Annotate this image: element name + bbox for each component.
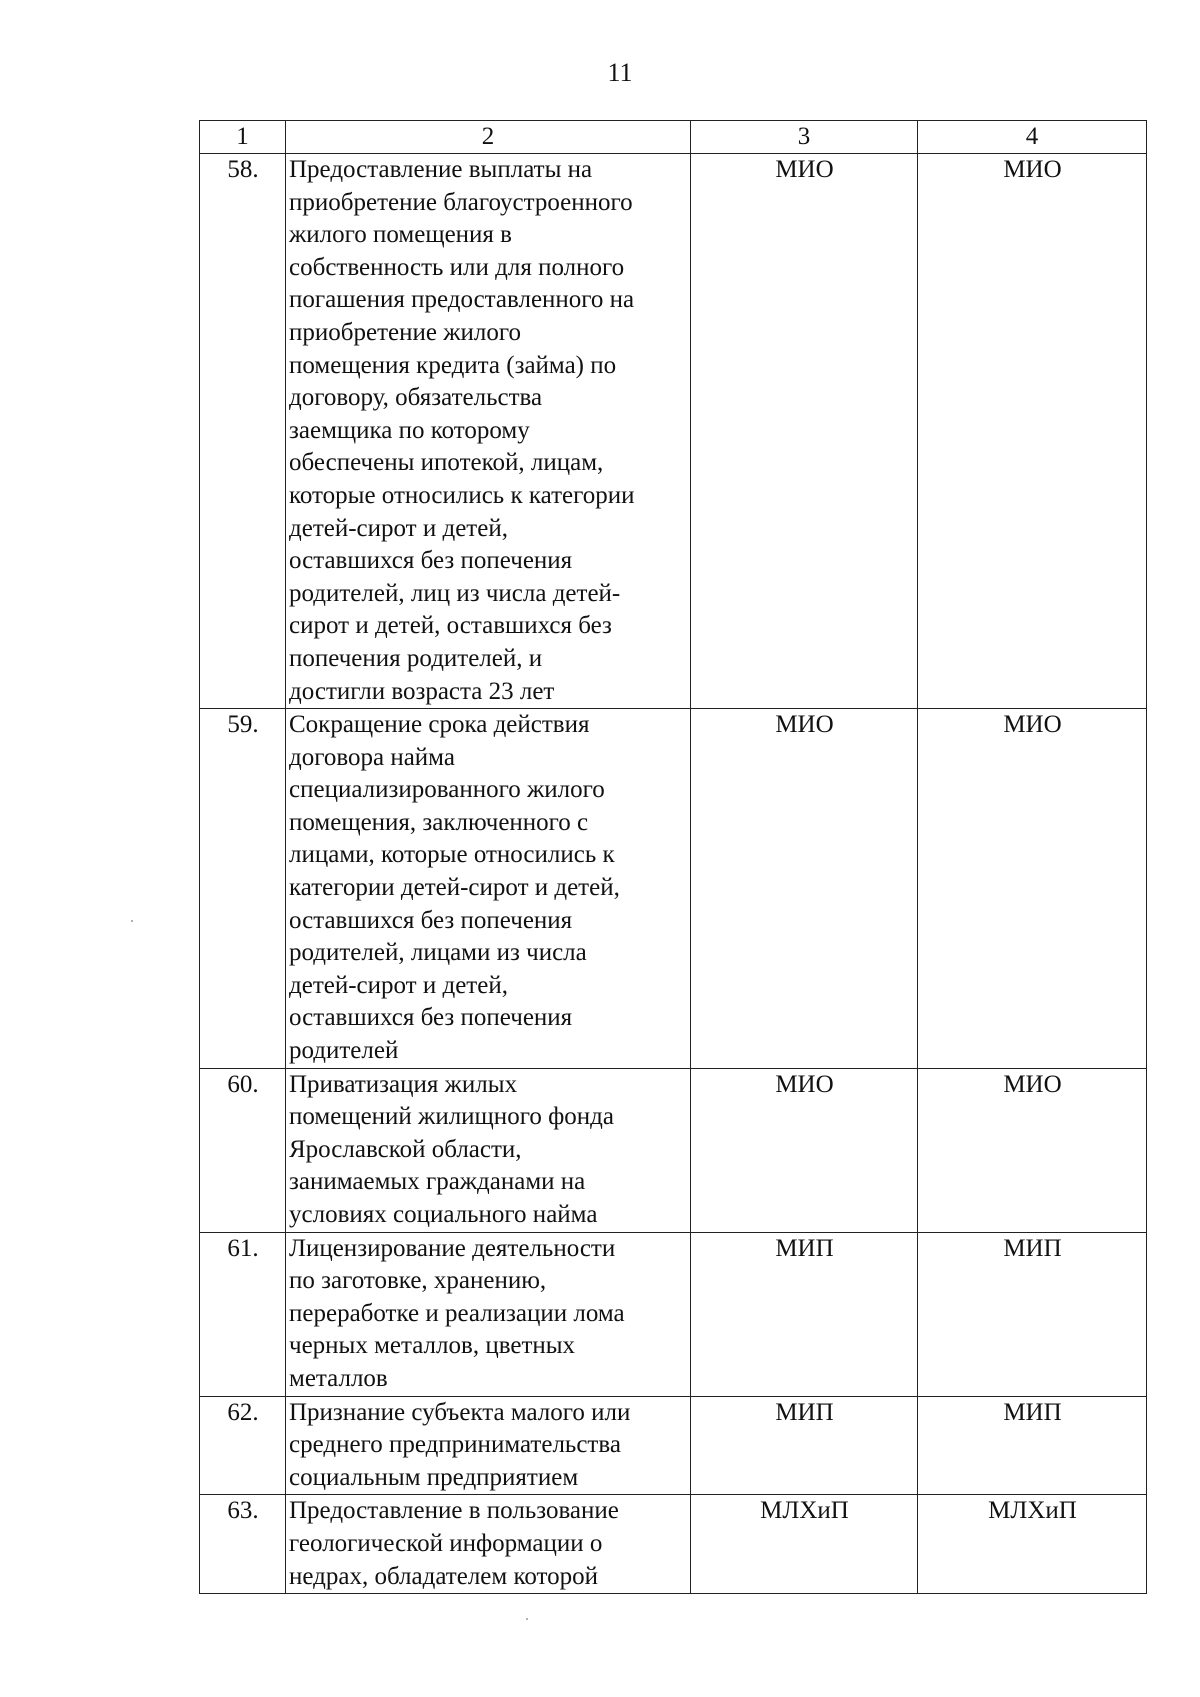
executing-body: МИП bbox=[918, 1232, 1147, 1396]
table-row bbox=[200, 709, 1147, 1069]
table-row bbox=[200, 1495, 1147, 1594]
service-name: Лицензирование деятельности по заготовке, хранению, переработке и реализации лома черных металлов, цветных металлов bbox=[286, 1232, 691, 1396]
row-number: 60. bbox=[200, 1068, 286, 1232]
responsible-body: МИО bbox=[691, 154, 918, 709]
column-header-3: 3 bbox=[691, 121, 918, 154]
executing-body: МИП bbox=[918, 1396, 1147, 1495]
column-header-1: 1 bbox=[200, 121, 286, 154]
table-row bbox=[200, 154, 1147, 709]
executing-body: МИО bbox=[918, 154, 1147, 709]
service-name: Предоставление выплаты на приобретение благоустроенного жилого помещения в собственность или для полного погашения предоставленного на приобретение жилого помещения кредита (займа) по договору, обязательства заемщика по которому обеспечены ипотекой, лицам, которые относились к категории детей-сирот и детей, оставшихся без попечения родителей, лиц из числа детей- сирот и детей, оставшихся без попечения родителей, и достигли возраста 23 лет bbox=[286, 154, 691, 709]
table-row bbox=[200, 1396, 1147, 1495]
row-number: 58. bbox=[200, 154, 286, 709]
row-number: 63. bbox=[200, 1495, 286, 1594]
table-row bbox=[200, 1232, 1147, 1396]
responsible-body: МИО bbox=[691, 1068, 918, 1232]
responsible-body: МЛХиП bbox=[691, 1495, 918, 1594]
service-name: Приватизация жилых помещений жилищного фонда Ярославской области, занимаемых гражданами на условиях социального найма bbox=[286, 1068, 691, 1232]
services-table bbox=[199, 120, 1147, 1594]
executing-body: МИО bbox=[918, 1068, 1147, 1232]
table-row bbox=[200, 1068, 1147, 1232]
responsible-body: МИП bbox=[691, 1232, 918, 1396]
responsible-body: МИО bbox=[691, 709, 918, 1069]
row-number: 62. bbox=[200, 1396, 286, 1495]
service-name: Предоставление в пользование геологической информации о недрах, обладателем которой bbox=[286, 1495, 691, 1594]
row-number: 59. bbox=[200, 709, 286, 1069]
service-name: Признание субъекта малого или среднего предпринимательства социальным предприятием bbox=[286, 1396, 691, 1495]
responsible-body: МИП bbox=[691, 1396, 918, 1495]
service-name: Сокращение срока действия договора найма специализированного жилого помещения, заключенного с лицами, которые относились к категории детей-сирот и детей, оставшихся без попечения родителей, лицами из числа детей-сирот и детей, оставшихся без попечения родителей bbox=[286, 709, 691, 1069]
header-row bbox=[200, 121, 1147, 154]
column-header-2: 2 bbox=[286, 121, 691, 154]
executing-body: МИО bbox=[918, 709, 1147, 1069]
page-number: 11 bbox=[607, 58, 633, 87]
column-header-4: 4 bbox=[918, 121, 1147, 154]
scan-speck bbox=[131, 920, 133, 922]
executing-body: МЛХиП bbox=[918, 1495, 1147, 1594]
row-number: 61. bbox=[200, 1232, 286, 1396]
scan-speck bbox=[526, 1618, 528, 1620]
